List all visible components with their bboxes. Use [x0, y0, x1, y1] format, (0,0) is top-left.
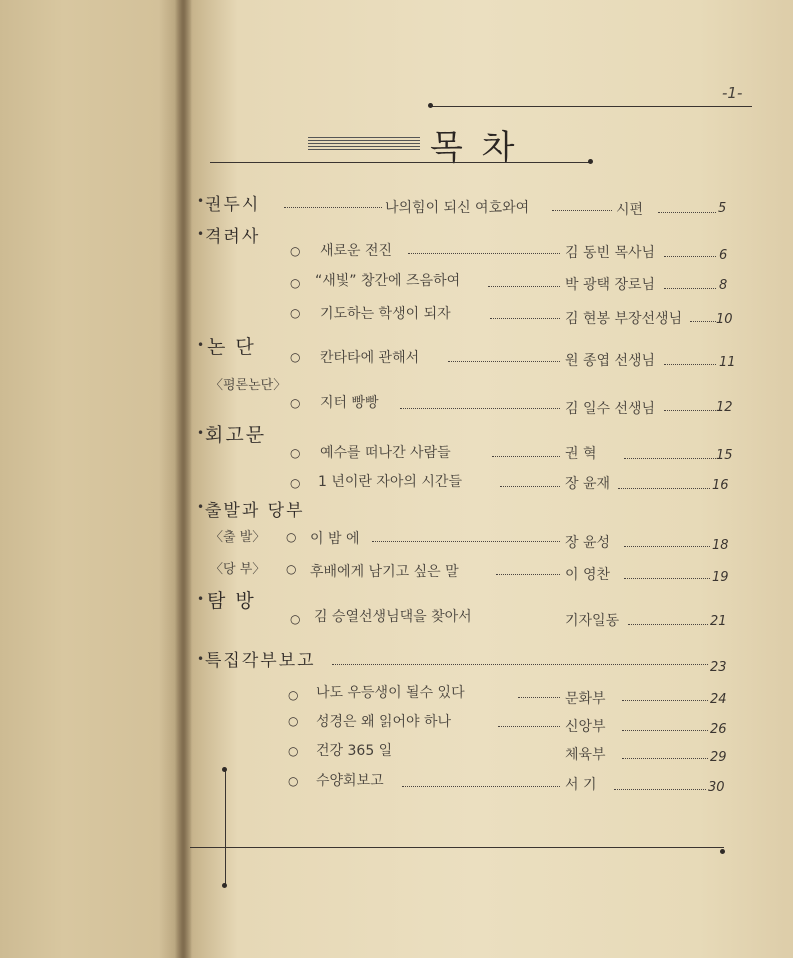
header-rule-dot [428, 103, 433, 108]
bullet-circle: ○ [288, 688, 299, 702]
bullet-circle: ○ [286, 530, 297, 544]
leader-dots [622, 700, 708, 701]
leader-dots [500, 486, 560, 487]
entry-author: 이 영찬 [565, 567, 611, 583]
entry-title: 새로운 전진 [320, 243, 393, 259]
bullet-circle: ○ [288, 774, 299, 788]
bullet-circle: ○ [290, 306, 301, 320]
section-title: 회고문 [205, 424, 267, 446]
section-title: 탐 방 [207, 590, 256, 612]
leader-dots [488, 286, 560, 287]
leader-dots [408, 253, 560, 254]
section-subtitle: 〈평론논단〉 [210, 378, 287, 393]
book-gutter [175, 0, 191, 958]
entry-author: 기자일동 [565, 613, 620, 629]
entry-title: 기도하는 학생이 되자 [320, 306, 451, 322]
entry-author: 김 동빈 목사님 [565, 245, 656, 261]
entry-page: 15 [716, 448, 733, 463]
bullet: • [197, 592, 205, 606]
entry-page: 18 [712, 538, 729, 553]
bullet-circle: ○ [288, 744, 299, 758]
bullet-circle: ○ [288, 714, 299, 728]
header-rule [430, 106, 752, 107]
entry-page: 26 [710, 722, 727, 737]
entry-title: 이 밤 에 [310, 531, 360, 547]
leader-dots [492, 456, 560, 457]
leader-dots [664, 256, 716, 257]
entry-page: 8 [719, 278, 728, 293]
leader-dots [690, 321, 716, 322]
entry-title: 예수를 떠나간 사람들 [320, 445, 451, 461]
bullet: • [197, 652, 205, 666]
bullet: • [197, 227, 205, 241]
leader-dots [448, 361, 560, 362]
bullet-circle: ○ [290, 396, 301, 410]
bullet-circle: ○ [290, 350, 301, 364]
bullet-circle: ○ [290, 276, 301, 290]
entry-page: 24 [710, 692, 727, 707]
title-underline-dot [588, 159, 593, 164]
entry-author: 원 종엽 선생님 [565, 353, 656, 369]
entry-title: 김 승열선생님댁을 찾아서 [314, 609, 472, 625]
entry-author: 신앙부 [565, 719, 606, 735]
section-title: 특집각부보고 [205, 651, 316, 671]
leader-dots [622, 758, 708, 759]
bullet: • [197, 426, 205, 440]
section-title: 논 단 [207, 336, 256, 358]
entry-title: 나도 우등생이 될수 있다 [316, 685, 465, 701]
entry-title: 나의힘이 되신 여호와여 [385, 200, 530, 216]
entry-page: 19 [712, 570, 729, 585]
entry-page: 30 [708, 780, 725, 795]
bullet-circle: ○ [286, 562, 297, 576]
bullet-circle: ○ [290, 244, 301, 258]
entry-author: 서 기 [565, 777, 597, 793]
entry-author: 체육부 [565, 747, 606, 763]
title-deco-left [308, 137, 420, 152]
section-page: 23 [710, 660, 727, 675]
entry-page: 29 [710, 750, 727, 765]
bullet: • [197, 338, 205, 352]
entry-page: 5 [718, 201, 727, 216]
leader-dots [664, 364, 716, 365]
deco-dot [222, 767, 227, 772]
entry-page: 11 [719, 355, 736, 370]
entry-title: 수양회보고 [316, 773, 384, 789]
bullet-circle: ○ [290, 476, 301, 490]
leader-dots [614, 789, 706, 790]
entry-author: 김 현봉 부장선생님 [565, 311, 683, 327]
bullet: • [197, 194, 205, 208]
leader-dots [618, 488, 710, 489]
leader-dots [664, 288, 716, 289]
entry-title: “새빛” 창간에 즈음하여 [315, 273, 461, 289]
leader-dots [284, 207, 382, 208]
section-title: 권두시 [205, 195, 261, 215]
entry-title: 성경은 왜 읽어야 하나 [316, 714, 452, 730]
bullet: • [197, 500, 205, 514]
leader-dots [518, 697, 560, 698]
deco-vertical-line [225, 770, 226, 886]
page-title: 목 차 [430, 128, 519, 168]
page-number: -1- [722, 84, 743, 102]
entry-author: 김 일수 선생님 [565, 401, 656, 417]
leader-dots [372, 541, 560, 542]
entry-page: 10 [716, 312, 733, 327]
entry-page: 6 [719, 248, 728, 263]
leader-dots [628, 624, 708, 625]
leader-dots [402, 786, 560, 787]
deco-dot [720, 849, 725, 854]
leader-dots [332, 664, 708, 665]
entry-author: 문화부 [565, 691, 606, 707]
entry-title: 칸타타에 관해서 [320, 350, 420, 366]
entry-title: 1 년이란 자아의 시간들 [318, 474, 462, 490]
entry-title: 후배에게 남기고 싶은 말 [310, 564, 459, 580]
leader-dots [490, 318, 560, 319]
entry-title: 지터 빵빵 [320, 395, 379, 411]
leader-dots [664, 410, 716, 411]
leader-dots [496, 574, 560, 575]
leader-dots [658, 212, 716, 213]
entry-author: 장 윤재 [565, 476, 611, 492]
entry-author: 시편 [616, 202, 644, 218]
deco-horizontal-line [190, 847, 724, 848]
entry-label: 〈당 부〉 [210, 562, 266, 577]
entry-label: 〈출 발〉 [210, 530, 266, 545]
entry-title: 건강 365 일 [316, 743, 393, 759]
leader-dots [624, 458, 716, 459]
bullet-circle: ○ [290, 446, 301, 460]
entry-page: 12 [716, 400, 733, 415]
leader-dots [552, 210, 612, 211]
leader-dots [624, 578, 710, 579]
entry-author: 권 혁 [565, 446, 597, 462]
leader-dots [498, 726, 560, 727]
leader-dots [624, 546, 710, 547]
entry-author: 박 광택 장로님 [565, 277, 656, 293]
section-title: 격려사 [205, 227, 261, 247]
deco-dot [222, 883, 227, 888]
title-underline [210, 162, 592, 163]
entry-page: 16 [712, 478, 729, 493]
leader-dots [622, 730, 708, 731]
bullet-circle: ○ [290, 612, 301, 626]
section-title: 출발과 당부 [205, 501, 305, 521]
entry-author: 장 윤성 [565, 535, 611, 551]
entry-page: 21 [710, 614, 727, 629]
leader-dots [400, 408, 560, 409]
